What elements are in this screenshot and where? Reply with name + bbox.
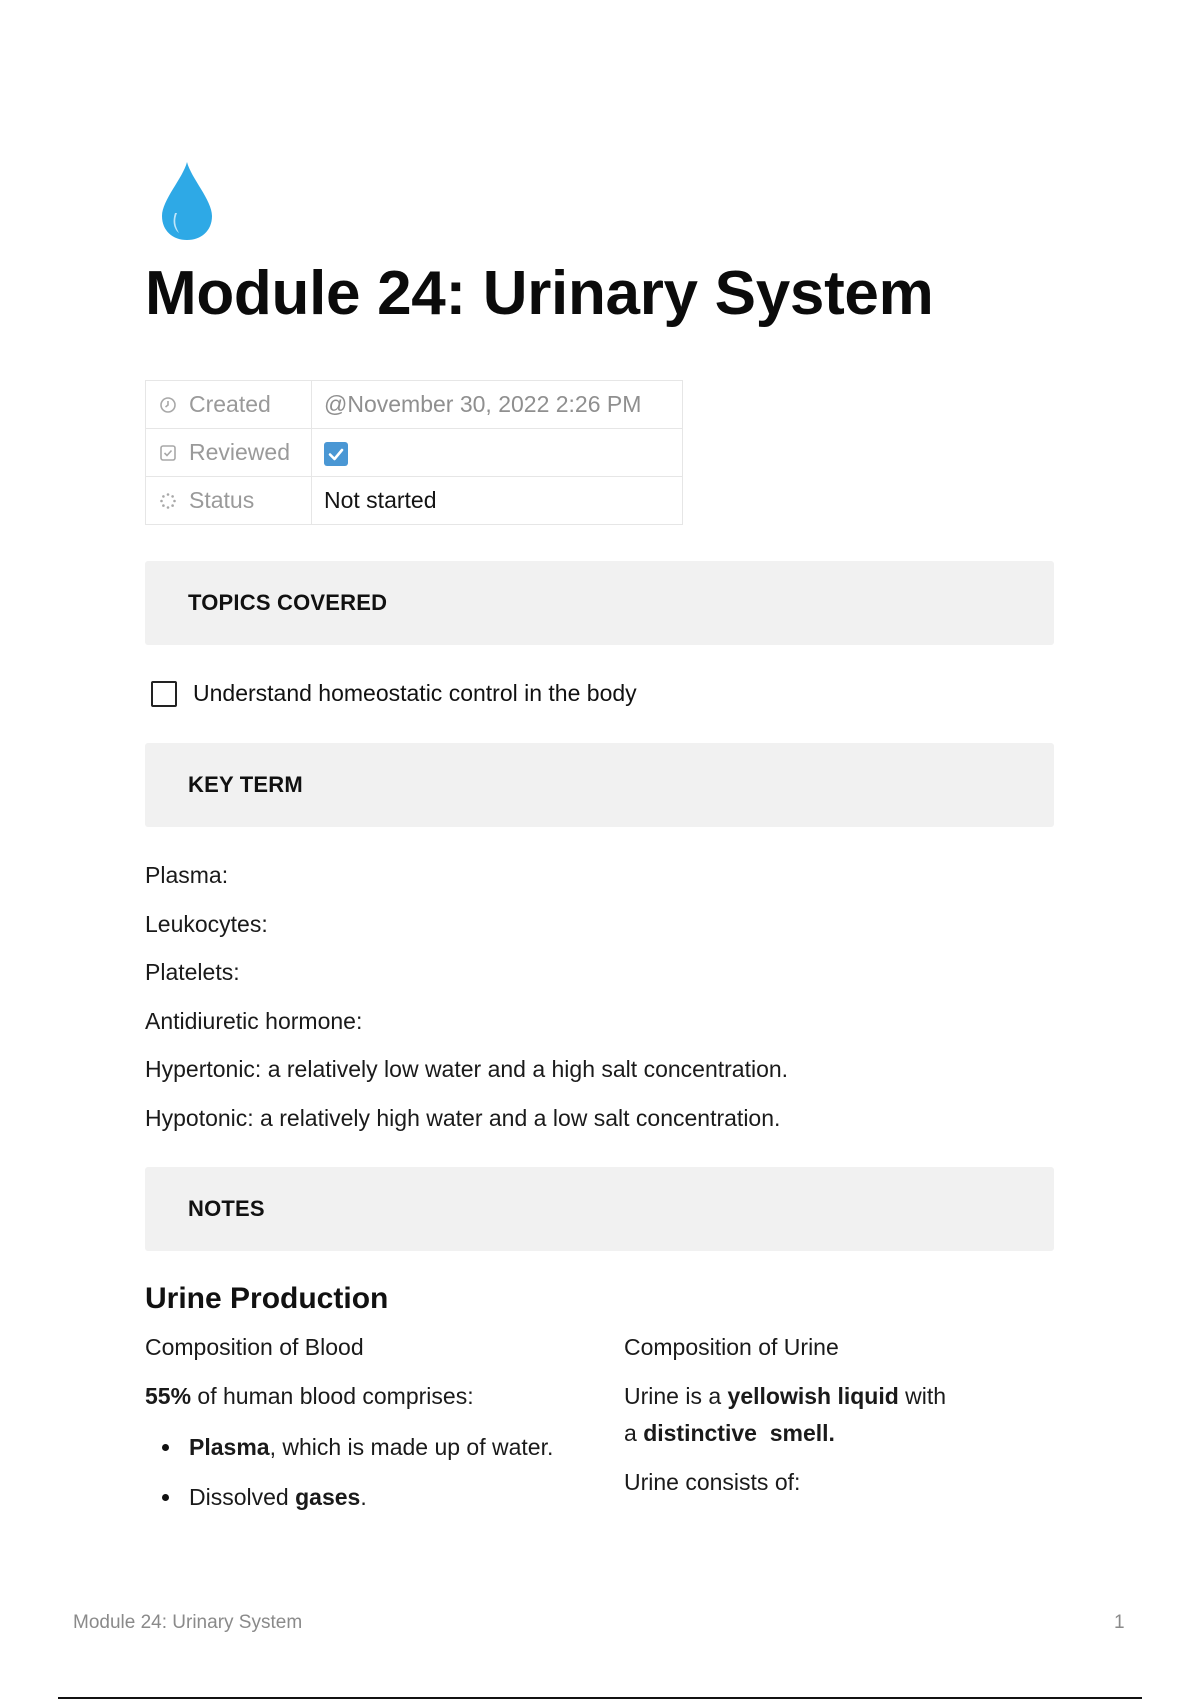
property-row-reviewed xyxy=(146,429,683,477)
todo-item xyxy=(151,680,637,707)
bullet-item-plasma: Plasma, which is made up of water. xyxy=(189,1434,554,1460)
property-label: Created xyxy=(189,391,271,417)
topics-covered-callout xyxy=(145,561,1054,645)
properties-table xyxy=(145,380,683,525)
footer-page-number: 1 xyxy=(1114,1612,1125,1633)
urine-description-line2: a distinctive smell. xyxy=(624,1420,835,1446)
todo-label: Understand homeostatic control in the body xyxy=(193,680,637,706)
urine-consists-of: Urine consists of: xyxy=(624,1469,801,1495)
urine-production-heading: Urine Production xyxy=(145,1282,389,1315)
loading-icon xyxy=(159,492,177,510)
todo-checkbox[interactable] xyxy=(151,681,177,707)
property-row-created xyxy=(146,381,683,429)
checkbox-icon xyxy=(159,444,177,462)
reviewed-checkbox[interactable] xyxy=(324,442,348,466)
checkmark-icon xyxy=(324,442,348,466)
property-row-status xyxy=(146,477,683,525)
notes-heading: NOTES xyxy=(188,1196,265,1221)
created-value[interactable]: @November 30, 2022 2:26 PM xyxy=(312,381,683,429)
notes-callout xyxy=(145,1167,1054,1251)
bottom-divider xyxy=(58,1697,1142,1699)
key-term-heading: KEY TERM xyxy=(188,772,303,797)
blood-intro: 55% of human blood comprises: xyxy=(145,1383,474,1409)
page-title: Module 24: Urinary System xyxy=(145,259,934,328)
water-drop-icon xyxy=(158,158,216,244)
footer-title: Module 24: Urinary System xyxy=(73,1612,303,1633)
property-label: Reviewed xyxy=(189,439,290,465)
bullet-icon xyxy=(162,1494,169,1501)
blood-composition-subheading: Composition of Blood xyxy=(145,1334,364,1360)
key-term-line: Platelets: xyxy=(145,959,240,985)
key-term-line: Antidiuretic hormone: xyxy=(145,1008,363,1034)
urine-composition-subheading: Composition of Urine xyxy=(624,1334,839,1360)
clock-icon xyxy=(159,396,177,414)
bullet-icon xyxy=(162,1444,169,1451)
key-term-callout xyxy=(145,743,1054,827)
topics-covered-heading: TOPICS COVERED xyxy=(188,590,388,615)
key-term-line: Plasma: xyxy=(145,862,229,888)
property-label: Status xyxy=(189,487,255,513)
key-term-line: Leukocytes: xyxy=(145,911,268,937)
bullet-item-gases: Dissolved gases. xyxy=(189,1484,367,1510)
key-term-line: Hypotonic: a relatively high water and a low salt concentration. xyxy=(145,1105,781,1131)
key-term-line: Hypertonic: a relatively low water and a high salt concentration. xyxy=(145,1056,789,1082)
urine-description-line1: Urine is a yellowish liquid with xyxy=(624,1383,947,1409)
status-value[interactable]: Not started xyxy=(312,477,683,525)
